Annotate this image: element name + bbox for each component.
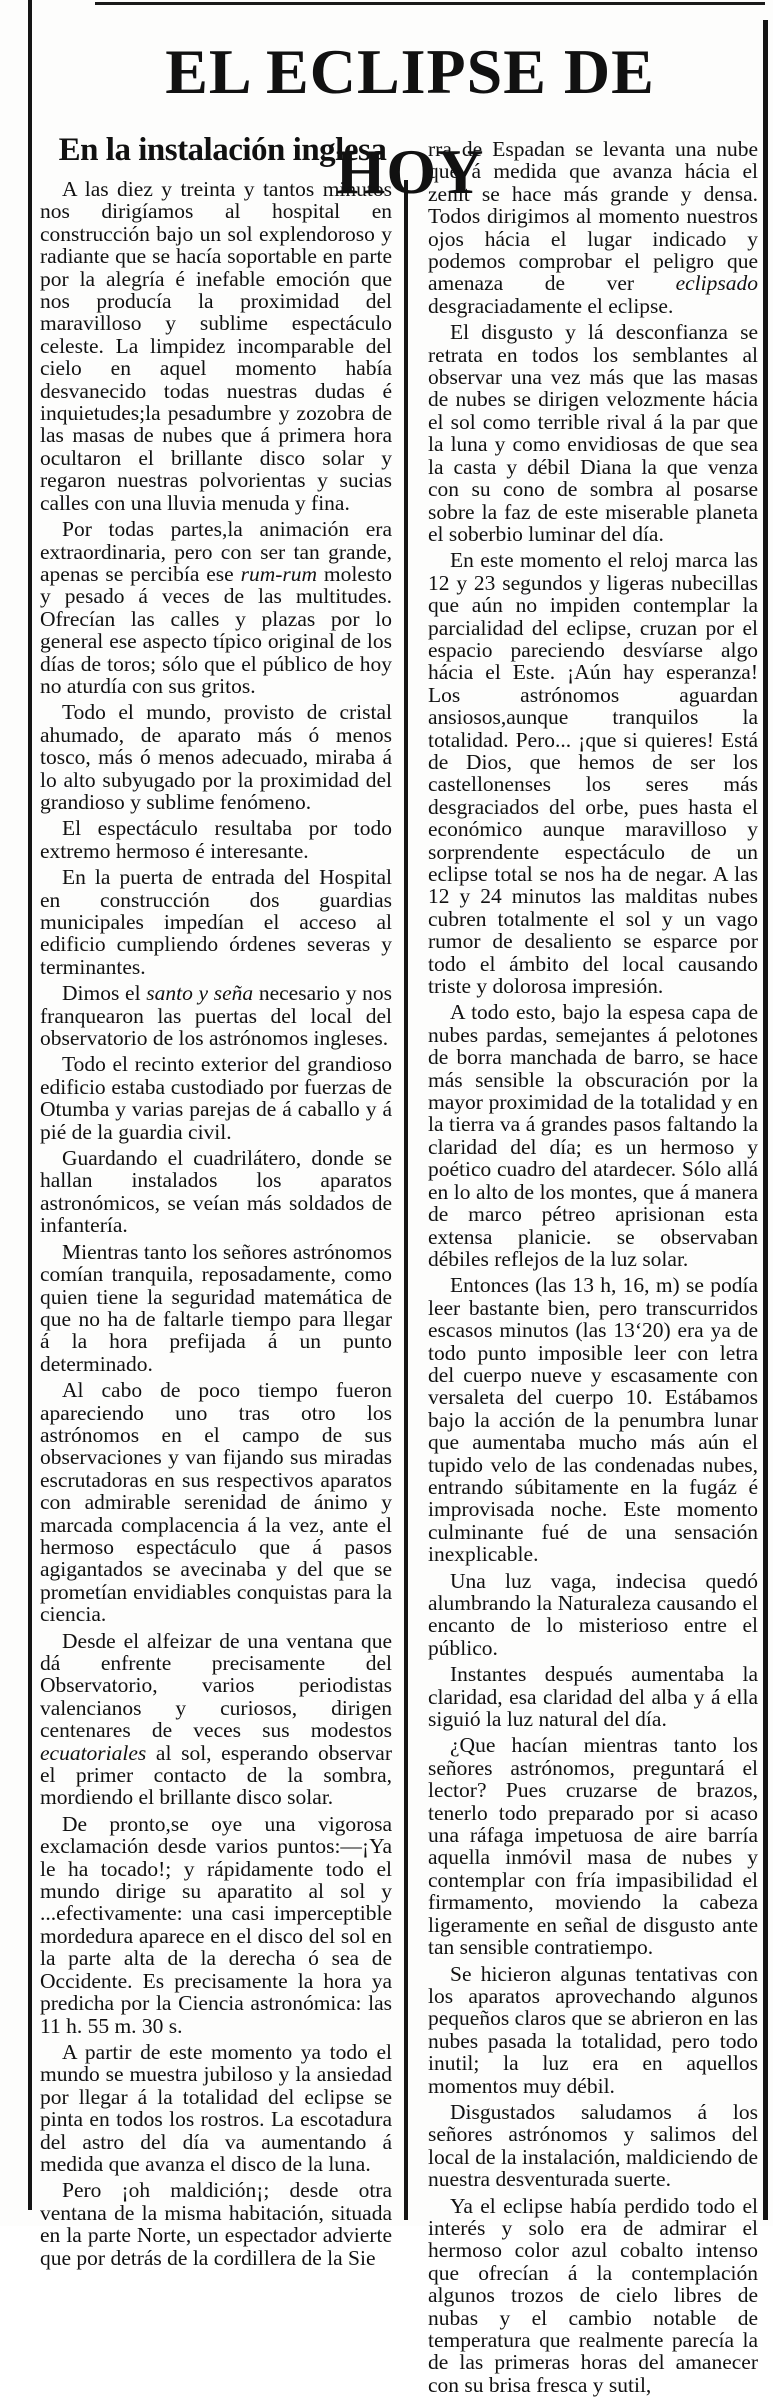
paragraph-text: rra de Espadan se levanta una nube que á medida que avanza hácia el zenit se hace más grande y densa. Todos dirigimos al momento nuestros ojos hácia el lugar indicado y podemos comprobar el peligro que amenaza de ver [428,137,758,296]
paragraph-text: A partir de este momento ya todo el mundo se muestra jubiloso y la ansiedad por llegar á la totalidad del eclipse se pinta en todos los rostros. La escotadura del astro del día va aumentando á medida que avanza el disco de la luna. [40,2039,392,2176]
paragraph [428,1734,758,1958]
paragraph [40,178,392,514]
paragraph-text: Mientras tanto los señores astrónomos comían tranquila, reposadamente, como quien tiene la seguridad matemática de que no ha de faltarle tiempo para llegar á la hora prefijada á un punto determinado. [40,1239,392,1376]
paragraph [40,701,392,813]
paragraph [428,1963,758,2097]
paragraph-text: Todo el mundo, provisto de cristal ahumado, de aparato más ó menos tosco, más ó menos adecuado, miraba á lo alto subyugado por la proximidad del grandioso y sublime fenómeno. [40,700,392,814]
paragraph-text: Pero ¡oh maldición¡; desde otra ventana de la misma habitación, situada en la parte Norte, un espectador advierte que por detrás de la cordillera de la Sie [40,2178,392,2270]
italic-term: santo y seña [146,981,254,1006]
left-column [40,178,392,2273]
paragraph-text: Todo el recinto exterior del grandioso edificio estaba custodiado por fuerzas de Otumba y varias parejas de á caballo y á pié de la guardia civil. [40,1052,392,1144]
subheadline: En la instalación inglesa [58,132,387,168]
paragraph [428,1001,758,1270]
paragraph-text: En la puerta de entrada del Hospital en construcción dos guardias municipales impedían el acceso al edificio cumpliendo órdenes severas y terminantes. [40,865,392,979]
paragraph [428,1570,758,1660]
paragraph-continued [428,138,758,317]
paragraph-text: A las diez y treinta y tantos minutos nos dirigíamos al hospital en construcción bajo un sol explendoroso y radiante que se hacía soportable en parte por la alegría é inefable emoción que nos producía la proximidad del maravilloso y sublime espectáculo celeste. La limpidez incomparable del cielo en aquel momento había desvanecido todas nuestras dudas é inquietudes;la pesadumbre y zozobra de las masas de nubes que á primera hora ocultaron el brillante disco solar y regaron nuestras polvorientas y sucias calles con una lluvia menuda y fina. [40,177,392,515]
paragraph-text: Se hicieron algunas tentativas con los aparatos aprovechando algunos pequeños claros que se abrieron en las nubes pasada la totalidad, pero todo inutil; la luz era en aquellos momentos muy débil. [428,1961,758,2098]
paragraph-text: al sol, esperando observar el primer contacto de la sombra, mordiendo el brillante disco solar. [40,1740,392,1810]
paragraph [40,866,392,978]
paragraph-text: Una luz vaga, indecisa quedó alumbrando la Naturaleza causando el encanto de lo misterioso entre el público. [428,1568,758,1660]
column-divider-rule [404,180,408,2220]
italic-term: ecuatoriales [40,1740,147,1765]
right-border-rule [763,20,768,2220]
paragraph-text: Disgustados saludamos á los señores astrónomos y salimos del local de la instalación, maldiciendo de nuestra desventurada suerte. [428,2099,758,2192]
italic-term: rum-rum [240,561,318,586]
paragraph [40,1241,392,1375]
paragraph-text: Ya el eclipse había perdido todo el interés y solo era de admirar el hermoso color azul cobalto intenso que ofrecían á la contemplación algunos trozos de cielo libres de nubas y el cambio notable de temperatura que realmente parecía la de las primeras horas del amanecer con su brisa fresca y sutil, [428,2193,758,2397]
paragraph [428,321,758,545]
paragraph-text: De pronto,se oye una vigorosa exclamación desde varios puntos:—¡Ya le ha tocado!; y rápidamente todo el mundo dirige su aparatito al sol y ...efectivamente: una casi imperceptible mordedura aparece en el disco del sol en la parte alta de la derecha ó sea de Occidente. Es precisamente la hora ya predicha por la Ciencia astronómica: las 11 h. 55 m. 30 s. [40,1811,392,2038]
paragraph [40,2179,392,2269]
paragraph [40,2041,392,2175]
paragraph [428,549,758,997]
top-border-rule [95,2,765,5]
paragraph-text: En este momento el reloj marca las 12 y 23 segundos y ligeras nubecillas que aún no impiden contemplar la parcialidad del eclipse, cruzan por el espacio pareciendo desvíarse algo hácia el Este. ¡Aún hay esperanza! Los astrónomos aguardan ansiosos,aunque tranquilos la totalidad. Pero... ¡que si quieres! Está de Dios, que hemos de ser los castellonenses los seres más desgraciados del orbe, pues hasta el económico aunque maravilloso y sorprendente espectáculo de un eclipse total se nos ha de negar. A las 12 y 24 minutos las malditas nubes cubren totalmente el sol y un vago rumor de desaliento se esparce por todo el ámbito del local causando triste y dolorosa impresión. [428,548,758,999]
paragraph [40,817,392,862]
paragraph [428,2101,758,2191]
paragraph-text: El disgusto y lá desconfianza se retrata en todos los semblantes al observar una vez más que las masas de nubes se dirigen velozmente hácia el sol como terrible rival á la par que la luna y como envidiosas de que sea la casta y débil Diana la que venza con su cono de sombra al posarse sobre la faz de este miserable planeta el soberbio luminar del día. [428,320,758,546]
paragraph-text: Dimos el [62,981,147,1006]
paragraph [40,1147,392,1237]
paragraph-text: molesto y pesado á veces de las multitudes. Ofrecían las calles y plazas por lo general ese aspecto típico original de los días de toros; sólo que el público de hoy no aturdía con sus gritos. [40,561,392,698]
paragraph [40,518,392,697]
paragraph [40,982,392,1049]
italic-term: eclipsado [675,271,758,296]
paragraph-text: Entonces (las 13 h, 16, m) se podía leer bastante bien, pero transcurridos escasos minutos (las 13‘20) era ya de todo punto imposible leer con letra del cuerpo nueve y escasamente con versaleta del cuerpo 10. Estábamos bajo la acción de la penumbra lunar que aumentaba mucho más aún el tupido velo de las condenadas nubes, entrando súbitamente en la fugáz é improvisada noche. Este momento culminante fué de una sensación inexplicable. [428,1273,758,1567]
paragraph-text: necesario y nos franquearon las puertas del local del observatorio de los astrónomos ingleses. [40,981,392,1051]
paragraph-text: Guardando el cuadrilátero, donde se hallan instalados los aparatos astronómicos, se veían más soldados de infantería. [40,1146,392,1238]
paragraph-text: Instantes después aumentaba la claridad, esa claridad del alba y á ella siguió la luz natural del día. [428,1662,758,1732]
paragraph [40,1053,392,1143]
right-column [428,138,758,2400]
left-border-rule [28,0,32,2210]
headline: EL ECLIPSE DE HOY [165,36,655,207]
paragraph-text: Al cabo de poco tiempo fueron apareciendo uno tras otro los astrónomos en el campo de sus observaciones y van fijando sus miradas escrutadoras en sus respectivos aparatos con admirable serenidad de ánimo y marcada complacencia á la vez, ante el hermoso espectáculo que á pasos agigantados se avecinaba y del que se prometían envidiables conquistas para la ciencia. [40,1378,392,1627]
paragraph [40,1630,392,1809]
paragraph-text: ¿Que hacían mientras tanto los señores astrónomos, preguntará el lector? Pues cruzarse de brazos, tenerlo todo preparado por si acaso una ráfaga impetuosa de aire barría aquella inmóvil masa de nubes y contemplar con fría impasibilidad el firmamento, moviendo la cabeza ligeramente en señal de disgusto ante tan sensible contratiempo. [428,1733,758,1960]
paragraph [428,2195,758,2397]
paragraph-text: A todo esto, bajo la espesa capa de nubes pardas, semejantes á pelotones de borra manchada de barro, se hace más sensible la obscuración por la mayor proximidad de la totalidad y en la tierra va á grandes pasos faltando la claridad del día; es un hermoso y poético cuadro del atardecer. Sólo allá en lo alto de los montes, que á manera de marco pétreo aprisionan esta extensa planicie. se observaban débiles reflejos de la luz solar. [428,1000,758,1271]
paragraph [40,1379,392,1625]
paragraph [428,1274,758,1565]
paragraph-text: Desde el alfeizar de una ventana que dá enfrente precisamente del Observatorio, varios periodistas valencianos y curiosos, dirigen centenares de veces sus modestos [40,1628,392,1743]
paragraph [428,1663,758,1730]
paragraph-text: El espectáculo resultaba por todo extremo hermoso é interesante. [40,816,392,863]
paragraph-text: desgraciadamente el eclipse. [428,293,674,318]
paragraph-text: Por todas partes,la animación era extraordinaria, pero con ser tan grande, apenas se percibía ese [40,517,392,586]
paragraph [40,1813,392,2037]
